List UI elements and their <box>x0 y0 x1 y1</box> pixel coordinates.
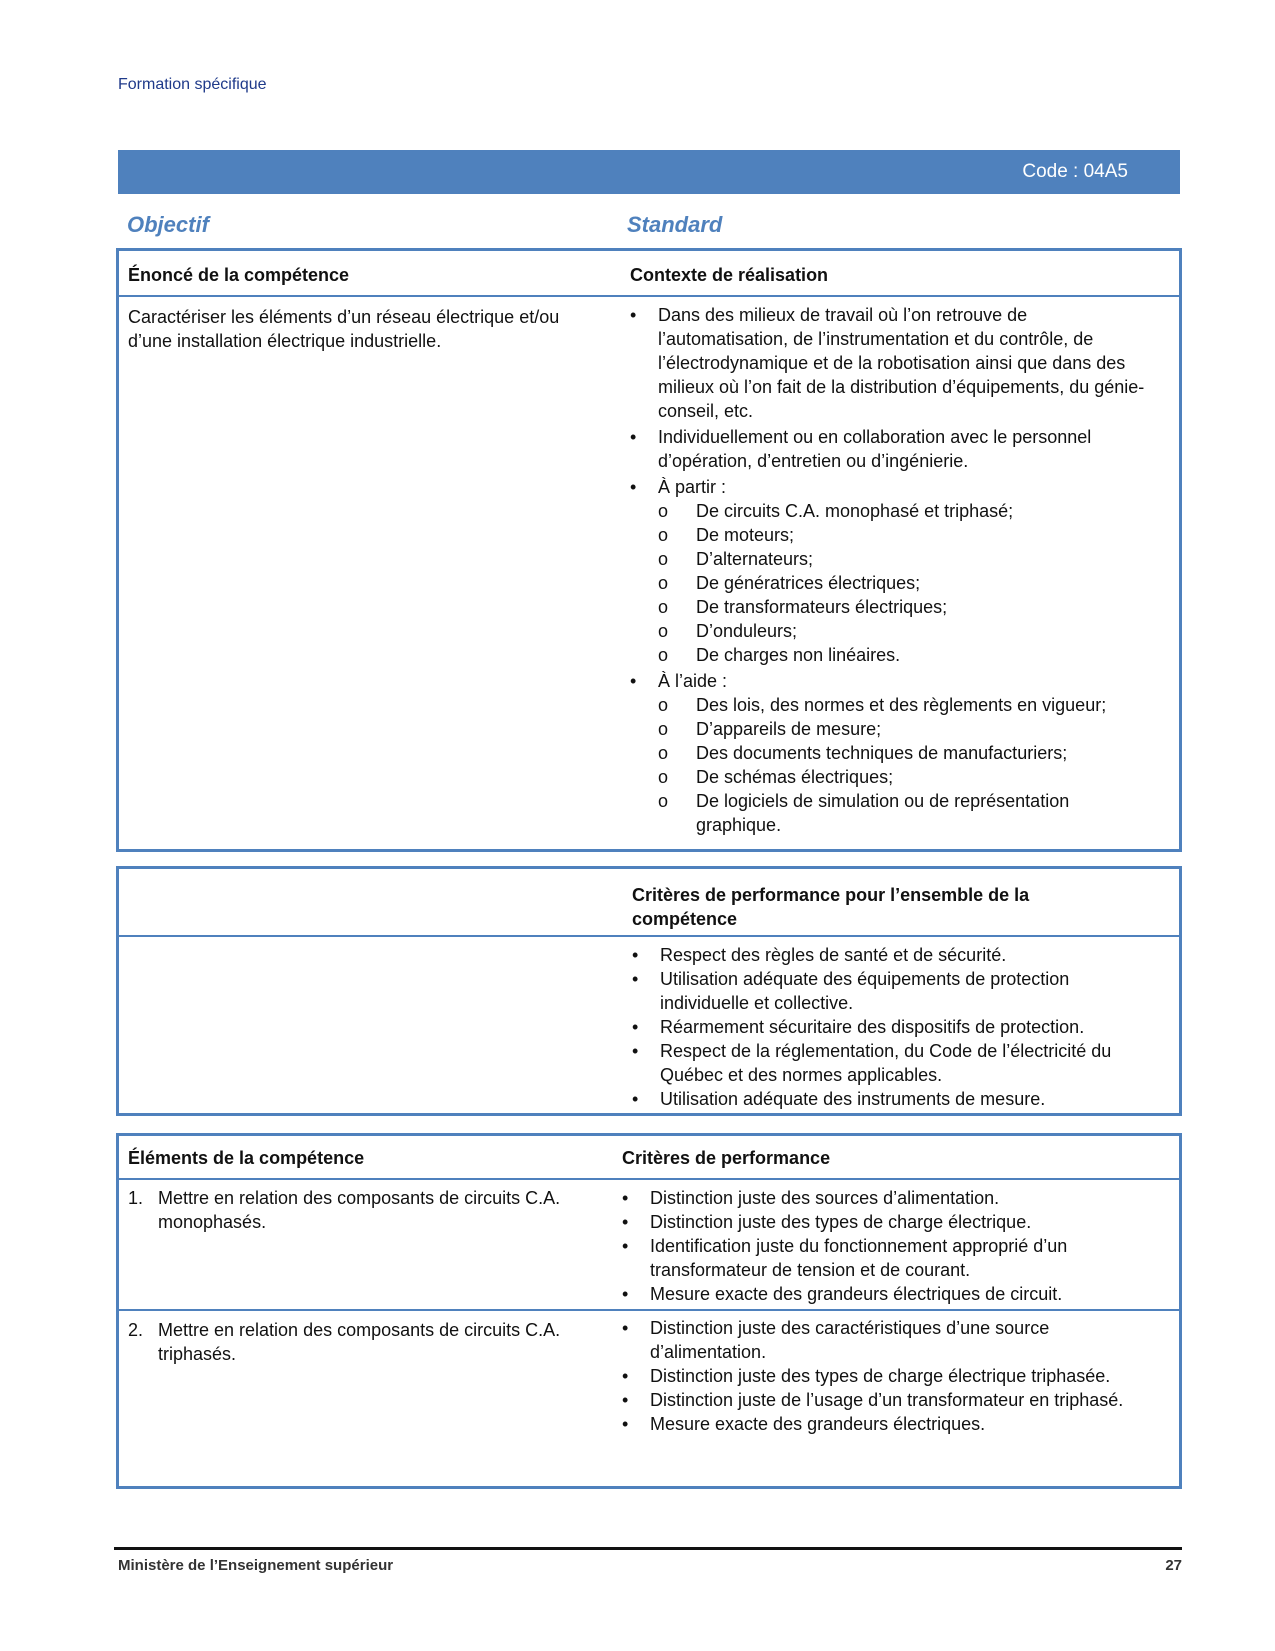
critere-item <box>622 1234 1152 1282</box>
enonce-header: Énoncé de la compétence <box>128 265 350 285</box>
critere-item-text: Mesure exacte des grandeurs électriques de circuit. <box>650 1284 1063 1304</box>
contexte-subitem-text: De charges non linéaires. <box>696 645 901 665</box>
contexte-subitem-text: De schémas électriques; <box>696 767 894 787</box>
footer-rule <box>114 1547 1182 1550</box>
contexte-subitem-text: De logiciels de simulation ou de représentation graphique. <box>696 791 1070 835</box>
contexte-subitem <box>630 547 1150 571</box>
critere-item-text: Distinction juste des caractéristiques d’une source d’alimentation. <box>650 1318 1050 1362</box>
criteres-list-1 <box>622 1186 1152 1306</box>
contexte-item-text: Dans des milieux de travail où l’on retrouve de l’automatisation, de l’instrumentation et du contrôle, de l’électrodynamique et de la robotisation ainsi que dans des milieux où l’on fait de la distribution d’équipements, du génie-conseil, etc. <box>658 305 1145 421</box>
table-criteres-ensemble <box>116 866 1182 1116</box>
critere-ensemble-item <box>632 967 1152 1015</box>
enonce-text: Caractériser les éléments d’un réseau électrique et/ou d’une installation électrique industrielle. <box>128 307 560 351</box>
critere-item <box>622 1388 1152 1412</box>
contexte-subitem <box>630 693 1150 717</box>
element-row-1 <box>128 1186 598 1234</box>
criteres-header: Critères de performance <box>622 1148 831 1168</box>
contexte-subitem <box>630 595 1150 619</box>
contexte-subitem-text: D’appareils de mesure; <box>696 719 882 739</box>
element-number: 2. <box>128 1320 144 1340</box>
critere-ensemble-item-text: Respect de la réglementation, du Code de l’électricité du Québec et des normes applicables. <box>660 1041 1112 1085</box>
objectif-title: Objectif <box>127 212 209 237</box>
critere-ensemble-item <box>632 1015 1152 1039</box>
contexte-list-container <box>630 303 1150 839</box>
critere-item <box>622 1412 1152 1436</box>
contexte-subitem-text: De transformateurs électriques; <box>696 597 948 617</box>
element-item <box>128 1318 598 1366</box>
critere-item-text: Distinction juste des types de charge électrique. <box>650 1212 1032 1232</box>
table-elements-criteres <box>116 1133 1182 1489</box>
criteres-row-2 <box>622 1316 1152 1436</box>
contexte-subitem <box>630 789 1150 837</box>
critere-item <box>622 1364 1152 1388</box>
critere-ensemble-item-text: Respect des règles de santé et de sécurité. <box>660 945 1007 965</box>
contexte-subitem-text: De génératrices électriques; <box>696 573 921 593</box>
standard-title: Standard <box>627 212 723 237</box>
contexte-sublist <box>630 499 1150 667</box>
criteres-ensemble-list <box>632 943 1152 1111</box>
critere-ensemble-item-text: Utilisation adéquate des équipements de protection individuelle et collective. <box>660 969 1070 1013</box>
contexte-item <box>630 475 1150 667</box>
critere-item <box>622 1316 1152 1364</box>
critere-ensemble-item <box>632 1087 1152 1111</box>
page-number: 27 <box>1165 1557 1182 1574</box>
contexte-item <box>630 303 1150 423</box>
elements-header: Éléments de la compétence <box>128 1148 365 1168</box>
criteres-ensemble-header: Critères de performance pour l’ensemble de la compétence <box>632 885 1030 929</box>
contexte-subitem <box>630 643 1150 667</box>
contexte-item <box>630 669 1150 837</box>
code-band <box>118 150 1180 194</box>
contexte-subitem-text: D’onduleurs; <box>696 621 798 641</box>
contexte-subitem <box>630 619 1150 643</box>
contexte-item <box>630 425 1150 473</box>
element-row-2 <box>128 1318 598 1366</box>
critere-item <box>622 1282 1152 1306</box>
critere-ensemble-item <box>632 943 1152 967</box>
contexte-subitem <box>630 717 1150 741</box>
contexte-item-text: Individuellement ou en collaboration avec le personnel d’opération, d’entretien ou d’ingénierie. <box>658 427 1092 471</box>
element-text: Mettre en relation des composants de circuits C.A. triphasés. <box>158 1320 561 1364</box>
contexte-item-text: À partir : <box>658 477 727 497</box>
contexte-sublist <box>630 693 1150 837</box>
critere-item-text: Distinction juste de l’usage d’un transformateur en triphasé. <box>650 1390 1124 1410</box>
contexte-list <box>630 303 1150 837</box>
critere-item-text: Distinction juste des sources d’alimentation. <box>650 1188 1000 1208</box>
critere-item <box>622 1186 1152 1210</box>
contexte-subitem-text: De moteurs; <box>696 525 795 545</box>
competency-code: Code : 04A5 <box>1022 161 1128 182</box>
contexte-subitem <box>630 765 1150 789</box>
contexte-header: Contexte de réalisation <box>630 265 829 285</box>
running-header: Formation spécifique <box>118 76 267 93</box>
contexte-subitem-text: De circuits C.A. monophasé et triphasé; <box>696 501 1014 521</box>
contexte-subitem-text: Des lois, des normes et des règlements en vigueur; <box>696 695 1107 715</box>
criteres-list-2 <box>622 1316 1152 1436</box>
critere-item-text: Identification juste du fonctionnement approprié d’un transformateur de tension et de courant. <box>650 1236 1068 1280</box>
critere-item <box>622 1210 1152 1234</box>
element-text: Mettre en relation des composants de circuits C.A. monophasés. <box>158 1188 561 1232</box>
table-enonce-contexte <box>116 248 1182 852</box>
critere-ensemble-item-text: Utilisation adéquate des instruments de mesure. <box>660 1089 1046 1109</box>
critere-ensemble-item-text: Réarmement sécuritaire des dispositifs de protection. <box>660 1017 1085 1037</box>
critere-ensemble-item <box>632 1039 1152 1087</box>
contexte-subitem <box>630 499 1150 523</box>
element-item <box>128 1186 598 1234</box>
critere-item-text: Distinction juste des types de charge électrique triphasée. <box>650 1366 1111 1386</box>
contexte-subitem <box>630 523 1150 547</box>
criteres-ensemble-container <box>632 943 1152 1111</box>
critere-item-text: Mesure exacte des grandeurs électriques. <box>650 1414 986 1434</box>
contexte-subitem <box>630 571 1150 595</box>
contexte-subitem-text: D’alternateurs; <box>696 549 814 569</box>
criteres-row-1 <box>622 1186 1152 1306</box>
contexte-subitem-text: Des documents techniques de manufacturiers; <box>696 743 1068 763</box>
element-number: 1. <box>128 1188 144 1208</box>
contexte-item-text: À l’aide : <box>658 671 728 691</box>
footer-ministry: Ministère de l’Enseignement supérieur <box>118 1557 394 1574</box>
contexte-subitem <box>630 741 1150 765</box>
